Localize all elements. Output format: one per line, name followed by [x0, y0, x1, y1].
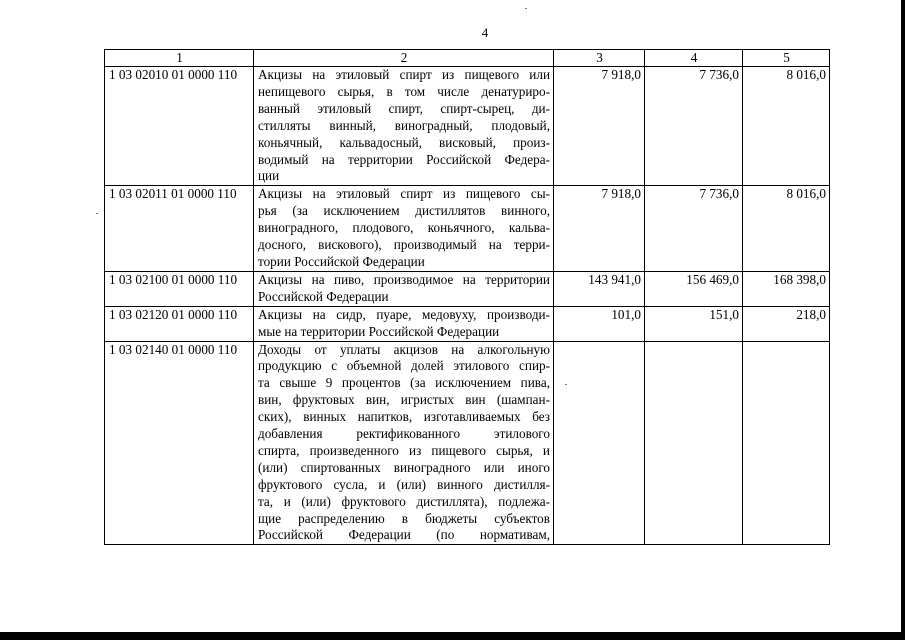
description-line: Акцизы на сидр, пуаре, медовуху, производи- [258, 306, 550, 322]
header-col-3: 3 [554, 50, 645, 67]
revenue-description [254, 67, 554, 186]
description-line: тории Российской Федерации [258, 253, 425, 269]
description-line: рья (за исключением дистиллятов винного, [258, 203, 550, 219]
description-line: коньячный, кальвадосный, висковый, произ- [258, 134, 550, 150]
header-col-2: 2 [254, 50, 554, 67]
description-line: Акцизы на этиловый спирт из пищевого сы- [258, 186, 550, 202]
amount-v4: 7 736,0 [645, 67, 743, 186]
description-line: (или) спиртованных виноградного или иного [258, 459, 550, 475]
revenue-description [254, 271, 554, 306]
revenue-table [104, 49, 830, 545]
description-line: спирта, произведенного из пищевого сырья, и [258, 442, 550, 458]
description-line: та, и (или) фруктового дистиллята), подлежа- [258, 493, 550, 509]
description-line: водимый на территории Российской Федера- [258, 151, 550, 167]
amount-v4: 7 736,0 [645, 186, 743, 272]
table-row [105, 271, 830, 306]
amount-v4: 156 469,0 [645, 271, 743, 306]
table-row [105, 67, 830, 186]
description-line: виноградного, плодового, коньячного, кальва- [258, 220, 550, 236]
description-line: вин, фруктовых вин, игристых вин (шампан- [258, 392, 550, 408]
budget-code: 1 03 02120 01 0000 110 [105, 306, 254, 341]
amount-v3: 7 918,0 [554, 67, 645, 186]
header-col-1: 1 [105, 50, 254, 67]
table-row [105, 306, 830, 341]
scan-speck [565, 384, 567, 385]
description-line: непищевого сырья, в том числе денатуриро- [258, 83, 550, 99]
scan-border-right [901, 0, 905, 640]
table-row [105, 186, 830, 272]
scan-speck [96, 213, 98, 214]
amount-v5: 8 016,0 [743, 67, 830, 186]
description-line: досного, вискового), производимый на терри- [258, 237, 550, 253]
description-line: мые на территории Российской Федерации [258, 323, 500, 339]
description-line: Доходы от уплаты акцизов на алкогольную [258, 341, 550, 357]
description-line: Акцизы на этиловый спирт из пищевого или [258, 67, 550, 82]
budget-code: 1 03 02011 01 0000 110 [105, 186, 254, 272]
header-col-5: 5 [743, 50, 830, 67]
description-line: та свыше 9 процентов (за исключением пива, [258, 375, 550, 391]
revenue-description [254, 186, 554, 272]
budget-code: 1 03 02140 01 0000 110 [105, 341, 254, 545]
description-line: Российской Федерации (по нормативам, [258, 527, 550, 543]
description-line: фруктового сусла, и (или) винного дистилля- [258, 476, 550, 492]
description-line: продукцию с объемной долей этилового спир- [258, 358, 550, 374]
description-line: ских), винных напитков, изготавливаемых без [258, 409, 550, 425]
amount-v3 [554, 341, 645, 545]
amount-v4: 151,0 [645, 306, 743, 341]
description-line: добавления ректификованного этилового [258, 426, 550, 442]
amount-v5: 168 398,0 [743, 271, 830, 306]
amount-v3: 7 918,0 [554, 186, 645, 272]
revenue-description [254, 341, 554, 545]
description-line: стилляты винный, виноградный, плодовый, [258, 117, 550, 133]
scan-border-bottom [0, 632, 905, 640]
amount-v5 [743, 341, 830, 545]
amount-v5: 8 016,0 [743, 186, 830, 272]
amount-v3: 143 941,0 [554, 271, 645, 306]
amount-v4 [645, 341, 743, 545]
budget-code: 1 03 02100 01 0000 110 [105, 271, 254, 306]
table-body [105, 67, 830, 545]
page-number: 4 [481, 25, 489, 40]
description-line: щие распределению в бюджеты субъектов [258, 510, 550, 526]
description-line: ванный этиловый спирт, спирт-сырец, ди- [258, 100, 550, 116]
table-row [105, 341, 830, 545]
amount-v5: 218,0 [743, 306, 830, 341]
amount-v3: 101,0 [554, 306, 645, 341]
budget-code: 1 03 02010 01 0000 110 [105, 67, 254, 186]
revenue-description [254, 306, 554, 341]
description-line: Акцизы на пиво, производимое на территории [258, 271, 550, 287]
description-line: Российской Федерации [258, 288, 389, 304]
header-col-4: 4 [645, 50, 743, 67]
scan-speck [525, 8, 527, 9]
description-line: ции [258, 168, 280, 184]
table-header-row [105, 50, 830, 67]
